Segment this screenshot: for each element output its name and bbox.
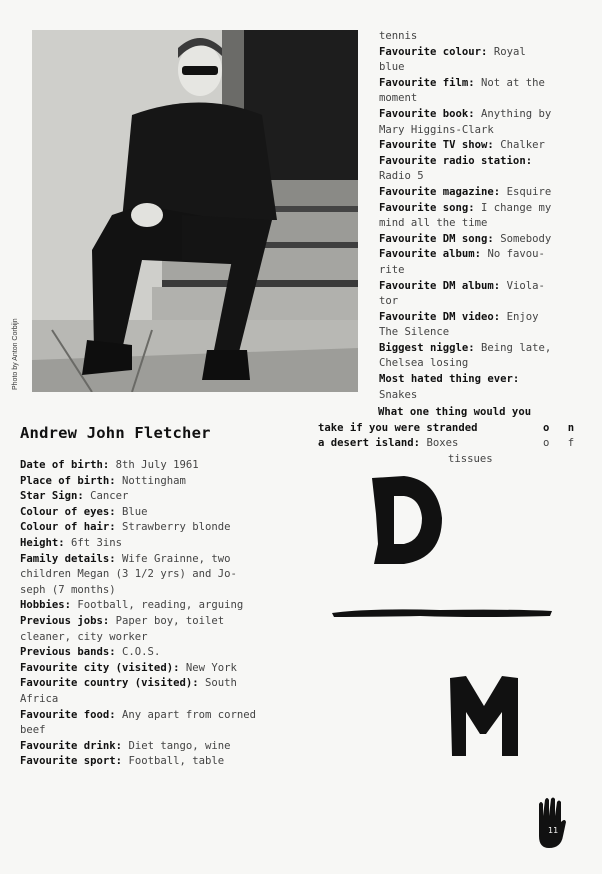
page-number: 11 [548, 826, 559, 835]
profile-line: Africa [20, 692, 59, 705]
logo-letter-d-glyph [368, 474, 448, 566]
profile-right-column [379, 29, 572, 403]
profile-line: Star Sign: Cancer [20, 490, 129, 503]
profile-line: Mary Higgins-Clark [379, 123, 494, 136]
profile-line: moment [379, 92, 418, 105]
profile-line: Favourite sport: Football, table [20, 755, 225, 768]
profile-line: The Silence [379, 326, 450, 339]
profile-line: tor [379, 295, 399, 308]
island-line: What one thing would you [378, 406, 532, 418]
profile-line: mind all the time [379, 217, 488, 230]
profile-name: Andrew John Fletcher [20, 424, 211, 442]
profile-line: Favourite song: I change my [379, 201, 552, 214]
island-line: a desert island: Boxes o f [318, 437, 581, 450]
profile-line: blue [379, 61, 405, 74]
profile-line: Favourite food: Any apart from corned [20, 708, 256, 721]
island-line: tissues [448, 452, 493, 465]
profile-line: Favourite colour: Royal [379, 45, 526, 58]
profile-line: Favourite album: No favou- [379, 248, 545, 261]
profile-line: Favourite radio station: [379, 154, 533, 167]
profile-line: Radio 5 [379, 170, 424, 183]
profile-line: Favourite country (visited): South [20, 677, 237, 690]
profile-line: Previous bands: C.O.S. [20, 646, 161, 659]
photo-credit: Photo by Anton Corbijn [12, 318, 19, 390]
profile-line: Favourite magazine: Esquire [379, 185, 552, 198]
profile-line: Most hated thing ever: [379, 373, 520, 386]
logo-letter-m-glyph [446, 672, 522, 758]
island-line: take if you were stranded o n [318, 421, 581, 434]
profile-line: beef [20, 724, 46, 737]
profile-line: Hobbies: Football, reading, arguing [20, 599, 244, 612]
profile-line: Favourite DM album: Viola- [379, 279, 545, 292]
profile-line: Favourite film: Not at the [379, 76, 545, 89]
portrait-photo [32, 30, 358, 392]
portrait-photo-image [32, 30, 358, 392]
profile-line: tennis [379, 30, 418, 42]
logo-letter-d [368, 474, 448, 570]
profile-line: Favourite TV show: Chalker [379, 139, 545, 152]
profile-line: Favourite drink: Diet tango, wine [20, 739, 231, 752]
profile-line: Place of birth: Nottingham [20, 474, 186, 487]
profile-line: rite [379, 263, 405, 276]
profile-line: Favourite DM video: Enjoy [379, 310, 539, 323]
hand-icon [535, 796, 567, 850]
brush-stroke [330, 605, 554, 619]
profile-line: Previous jobs: Paper boy, toilet [20, 614, 225, 627]
profile-left-column [20, 458, 276, 770]
logo-letter-m [446, 672, 522, 762]
logo-brush-rule [330, 604, 554, 618]
profile-line: Colour of hair: Strawberry blonde [20, 521, 231, 534]
profile-line: Favourite book: Anything by [379, 107, 552, 120]
profile-line: children Megan (3 1/2 yrs) and Jo- [20, 568, 237, 581]
profile-line: Family details: Wife Grainne, two [20, 552, 231, 565]
profile-line: Date of birth: 8th July 1961 [20, 459, 199, 471]
profile-line: Favourite city (visited): New York [20, 661, 237, 674]
profile-line: seph (7 months) [20, 583, 116, 596]
page-number-hand [535, 796, 567, 854]
profile-line: cleaner, city worker [20, 630, 148, 643]
profile-line: Chelsea losing [379, 357, 469, 370]
profile-line: Biggest niggle: Being late, [379, 341, 552, 354]
profile-line: Snakes [379, 388, 418, 401]
profile-line: Favourite DM song: Somebody [379, 232, 552, 245]
desert-island-question [318, 405, 581, 467]
profile-line: Colour of eyes: Blue [20, 505, 148, 518]
profile-line: Height: 6ft 3ins [20, 536, 123, 549]
